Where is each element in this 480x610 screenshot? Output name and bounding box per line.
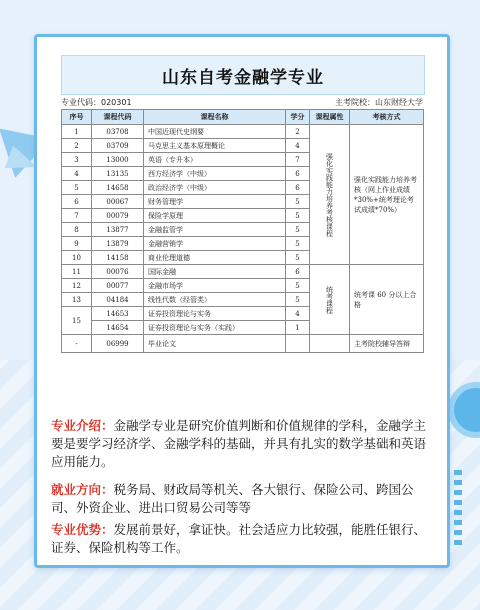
cell-credit: 2 — [286, 125, 310, 139]
cell-name: 财务管理学 — [144, 195, 286, 209]
cell-no: - — [62, 335, 92, 353]
cell-name: 商业伦理道德 — [144, 251, 286, 265]
cell-code: 06999 — [92, 335, 144, 353]
cell-no: 3 — [62, 153, 92, 167]
dotted-bar-decoration — [454, 470, 462, 550]
cell-credit: 6 — [286, 167, 310, 181]
cell-no: 1 — [62, 125, 92, 139]
cell-code: 00079 — [92, 209, 144, 223]
cell-no: 7 — [62, 209, 92, 223]
cell-credit: 5 — [286, 195, 310, 209]
cell-no: 5 — [62, 181, 92, 195]
header-no: 序号 — [62, 110, 92, 125]
cell-attr-practice: 强化实践能力培养考核课程 — [310, 125, 350, 265]
cell-credit: 5 — [286, 237, 310, 251]
meta-row — [61, 97, 423, 109]
cell-code: 04184 — [92, 293, 144, 307]
intro-text: 金融学专业是研究价值判断和价值规律的学科，金融学主要是要学习经济学、金融学科的基础，并具有扎实的数学基础和英语应用能力。 — [51, 418, 427, 469]
cell-no: 12 — [62, 279, 92, 293]
cell-name: 证券投资理论与实务（实践） — [144, 321, 286, 335]
header-attr: 课程属性 — [310, 110, 350, 125]
info-card — [34, 34, 450, 568]
cell-credit: 5 — [286, 223, 310, 237]
cell-credit: 5 — [286, 251, 310, 265]
cell-name: 毕业论文 — [144, 335, 286, 353]
cell-name: 证券投资理论与实务 — [144, 307, 286, 321]
cell-exam-practice: 强化实践能力培养考核（网上作业成绩*30%+统考理论考试成绩*70%） — [350, 125, 424, 265]
intro-section — [51, 417, 437, 471]
cell-attr-unified: 统考课程 — [310, 265, 350, 335]
advantage-text: 发展前景好，拿证快。社会适应力比较强，能胜任银行、证券、保险机构等工作。 — [51, 522, 427, 555]
header-exam: 考核方式 — [350, 110, 424, 125]
cell-no: 13 — [62, 293, 92, 307]
cell-name: 金融营销学 — [144, 237, 286, 251]
header-name: 课程名称 — [144, 110, 286, 125]
header-credit: 学分 — [286, 110, 310, 125]
cell-credit: 7 — [286, 153, 310, 167]
intro-label: 专业介绍： — [51, 418, 114, 433]
direction-label: 就业方向： — [51, 482, 114, 497]
table-header-row — [62, 110, 424, 125]
course-table — [61, 109, 424, 353]
cell-code: 00077 — [92, 279, 144, 293]
cell-name: 马克思主义基本原理概论 — [144, 139, 286, 153]
table-row — [62, 125, 424, 139]
cell-no: 10 — [62, 251, 92, 265]
cell-credit — [286, 335, 310, 353]
cell-code: 14654 — [92, 321, 144, 335]
cell-code: 03708 — [92, 125, 144, 139]
cell-no: 15 — [62, 307, 92, 335]
cell-code: 13877 — [92, 223, 144, 237]
title-band — [61, 55, 425, 95]
direction-section — [51, 481, 437, 517]
direction-text: 税务局、财政局等机关、各大银行、保险公司、跨国公司、外资企业、进出口贸易公司等等 — [51, 482, 414, 515]
cell-credit: 5 — [286, 209, 310, 223]
cell-code: 00076 — [92, 265, 144, 279]
cell-no: 4 — [62, 167, 92, 181]
cell-credit: 6 — [286, 265, 310, 279]
cell-name: 政治经济学（中级） — [144, 181, 286, 195]
cell-no: 2 — [62, 139, 92, 153]
advantage-label: 专业优势： — [51, 522, 114, 537]
cell-no: 6 — [62, 195, 92, 209]
cell-code: 13879 — [92, 237, 144, 251]
cell-exam-unified: 统考课 60 分以上合格 — [350, 265, 424, 335]
cell-name: 金融监管学 — [144, 223, 286, 237]
major-code: 专业代码：020301 — [61, 98, 132, 107]
cell-code: 13135 — [92, 167, 144, 181]
cell-name: 保险学原理 — [144, 209, 286, 223]
page-title: 山东自考金融学专业 — [162, 67, 324, 88]
cell-credit: 6 — [286, 181, 310, 195]
main-school: 主考院校：山东财经大学 — [335, 98, 423, 107]
cell-name: 国际金融 — [144, 265, 286, 279]
cell-name: 中国近现代史纲要 — [144, 125, 286, 139]
cell-credit: 4 — [286, 139, 310, 153]
header-code: 课程代码 — [92, 110, 144, 125]
table-row — [62, 335, 424, 353]
cell-code: 13000 — [92, 153, 144, 167]
cell-name: 线性代数（经管类） — [144, 293, 286, 307]
cell-name: 西方经济学（中级） — [144, 167, 286, 181]
cell-code: 14658 — [92, 181, 144, 195]
cell-code: 14158 — [92, 251, 144, 265]
cell-credit: 1 — [286, 321, 310, 335]
cell-name: 金融市场学 — [144, 279, 286, 293]
table-row — [62, 265, 424, 279]
cell-credit: 5 — [286, 293, 310, 307]
cell-code: 14653 — [92, 307, 144, 321]
cell-no: 11 — [62, 265, 92, 279]
cell-attr-thesis — [310, 335, 350, 353]
cell-credit: 4 — [286, 307, 310, 321]
cell-code: 03709 — [92, 139, 144, 153]
advantage-section — [51, 521, 437, 557]
cell-exam-thesis: 主考院校辅导答辩 — [350, 335, 424, 353]
cell-code: 00067 — [92, 195, 144, 209]
cell-no: 8 — [62, 223, 92, 237]
cell-credit: 5 — [286, 279, 310, 293]
cell-name: 英语（专升本） — [144, 153, 286, 167]
cell-no: 9 — [62, 237, 92, 251]
